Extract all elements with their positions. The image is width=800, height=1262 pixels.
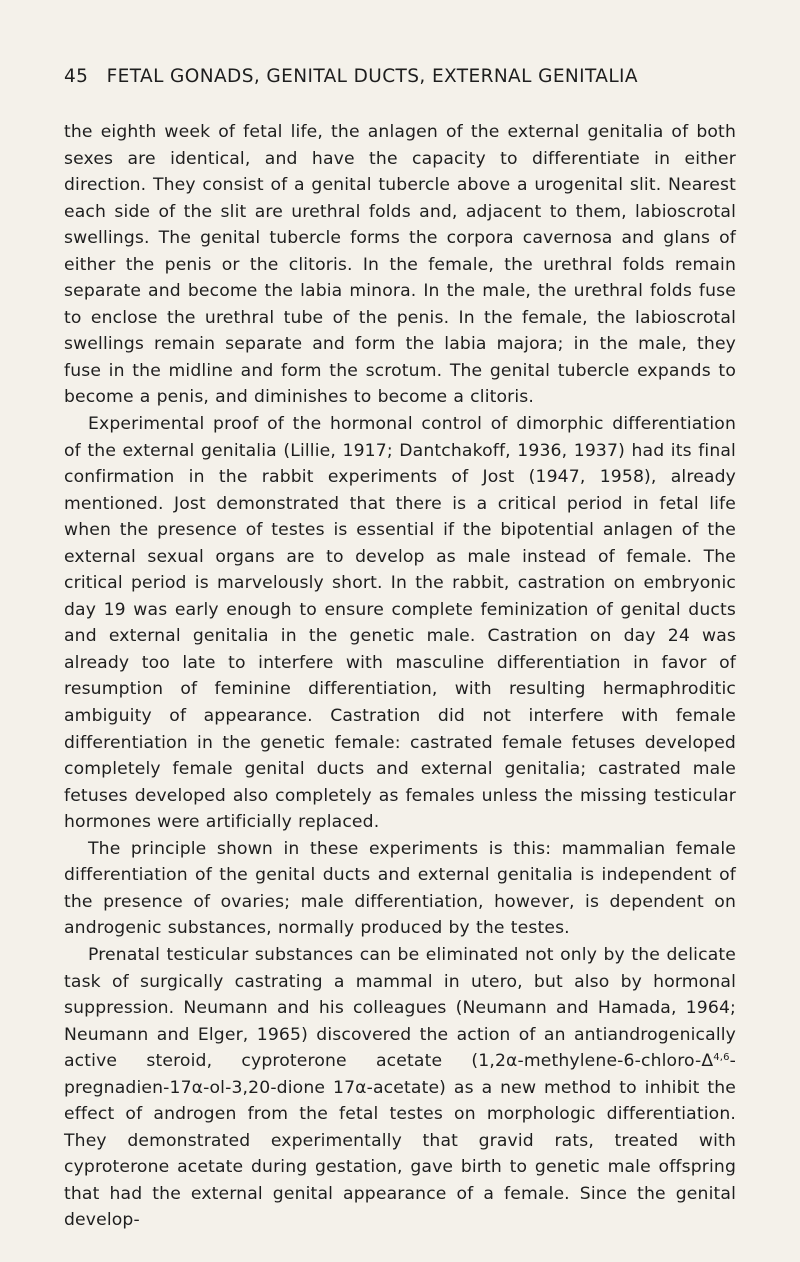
body-text	[64, 119, 736, 1234]
paragraph-prenatal-text-after: -pregnadien-17α-ol-3,20-dione 17α-acetate) as a new method to inhibit the effect of androgen from the fetal testes on morphologic differentiation. They demonstrated experimentally that gravid rats, treated with cyproterone acetate during gestation, gave birth to genetic male offspring that had the external genital appearance of a female. Since the genital develop-	[64, 1051, 736, 1231]
paragraph-continued: the eighth week of fetal life, the anlagen of the external genitalia of both sexes are identical, and have the capacity to differentiate in either direction. They consist of a genital tubercle above a urogenital slit. Nearest each side of the slit are urethral folds and, adjacent to them, labioscrotal swellings. The genital tubercle forms the corpora cavernosa and glans of either the penis or the clitoris. In the female, the urethral folds remain separate and become the labia minora. In the male, the urethral folds fuse to enclose the urethral tube of the penis. In the female, the labioscrotal swellings remain separate and form the labia majora; in the male, they fuse in the midline and form the scrotum. The genital tubercle expands to become a penis, and diminishes to become a clitoris.	[64, 122, 736, 408]
paragraph-experimental-proof: Experimental proof of the hormonal control of dimorphic differentiation of the external genitalia (Lillie, 1917; Dantchakoff, 1936, 1937) had its final confirmation in the rabbit experiments of Jost (1947, 1958), already mentioned. Jost demonstrated that there is a critical period in fetal life when the presence of testes is essential if the bipotential anlagen of the external sexual organs are to develop as male instead of female. The critical period is marvelously short. In the rabbit, castration on embryonic day 19 was early enough to ensure complete feminization of genital ducts and external genitalia in the genetic male. Castration on day 24 was already too late to interfere with masculine differentiation in favor of resumption of feminine differentiation, with resulting hermaphroditic ambiguity of appearance. Castration did not interfere with female differentiation in the genetic female: castrated female fetuses developed completely female genital ducts and external genitalia; castrated male fetuses developed also completely as females unless the missing testicular hormones were artificially replaced.	[64, 414, 736, 833]
running-head	[64, 66, 744, 87]
paragraph-prenatal-text-before: Prenatal testicular substances can be eliminated not only by the delicate task of surgically castrating a mammal in utero, but also by hormonal suppression. Neumann and his colleagues (Neumann and Hamada, 1964; Neumann and Elger, 1965) discovered the action of an antiandrogenically active steroid, cyproterone acetate (1,2α-methylene-6-chloro-Δ	[64, 944, 736, 1072]
paragraph-prenatal	[64, 942, 736, 1234]
paragraph-principle: The principle shown in these experiments is this: mammalian female differentiation of the genital ducts and external genitalia is independent of the presence of ovaries; male differentiation, however, is dependent on androgenic substances, normally produced by the testes.	[64, 838, 736, 939]
chapter-title: FETAL GONADS, GENITAL DUCTS, EXTERNAL GENITALIA	[106, 66, 638, 87]
page-number: 45	[64, 66, 89, 87]
delta-superscript: 4,6	[713, 1052, 730, 1064]
